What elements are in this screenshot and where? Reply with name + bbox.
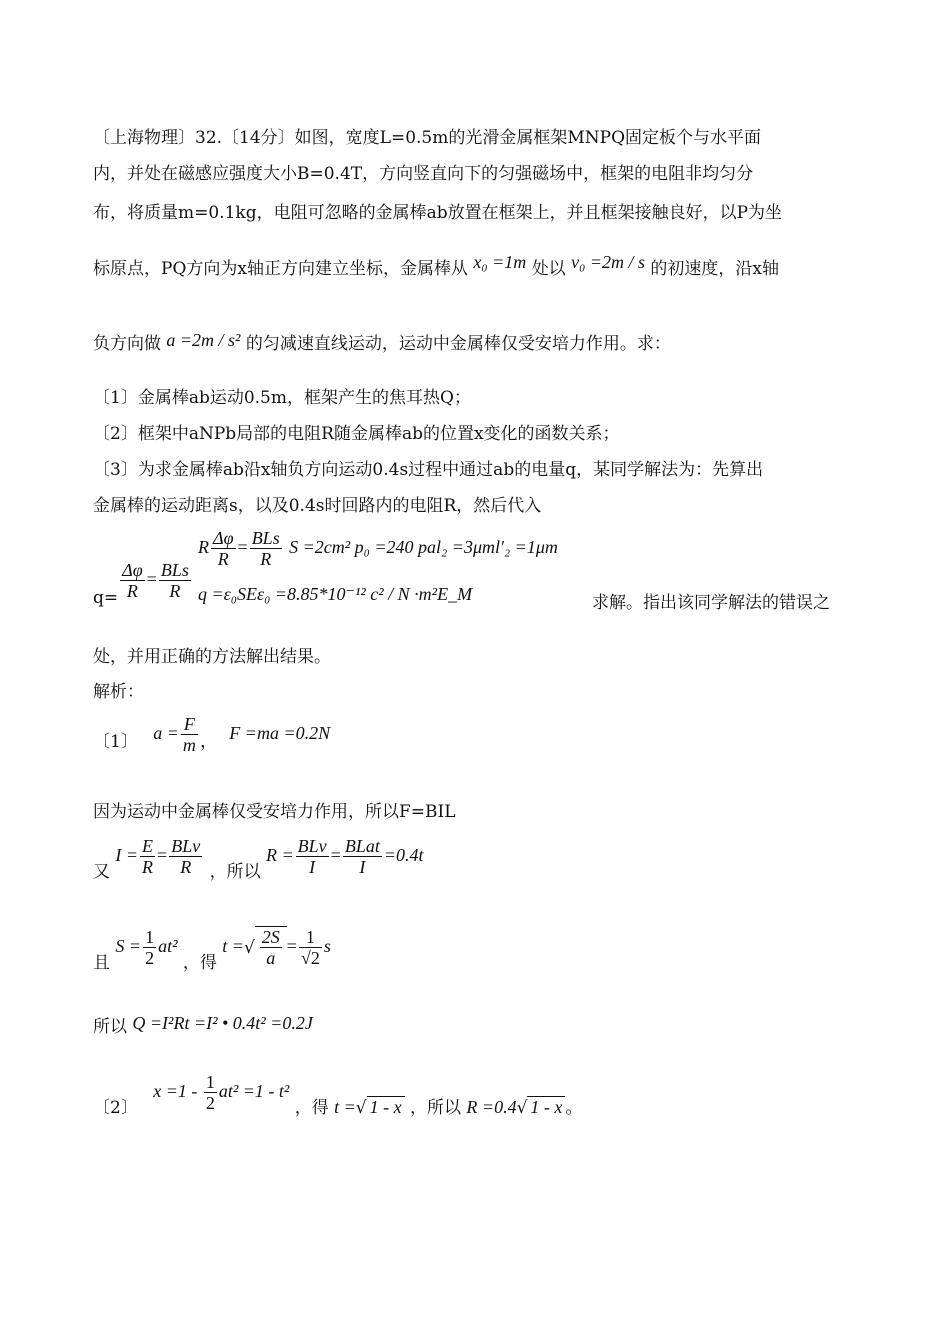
equation-at2: at² xyxy=(158,936,178,956)
ampere-force-line: 因为运动中金属棒仅受安培力作用，所以F=BIL xyxy=(93,802,456,822)
frac-den: R xyxy=(126,581,138,601)
frac-num: E xyxy=(142,836,154,856)
equation-x0: x₀ =1m xyxy=(473,252,527,272)
solution-heading: 解析： xyxy=(93,682,144,702)
problem-line-5 xyxy=(93,332,671,355)
formula-row-q xyxy=(93,560,193,608)
question-3-line-2: 金属棒的运动距离s，以及0.4s时回路内的电阻R，然后代入 xyxy=(93,496,542,516)
equals-sign: = xyxy=(146,569,157,589)
question-1: 〔1〕金属棒ab运动0.5m，框架产生的焦耳热Q； xyxy=(93,388,471,408)
frac-num: F xyxy=(181,714,198,735)
text-de: ，得 xyxy=(182,953,217,973)
frac-den: √2 xyxy=(300,948,320,968)
formula-row-2 xyxy=(198,584,472,605)
sqrt-icon: √ xyxy=(355,1098,367,1118)
frac-den: a xyxy=(266,948,276,968)
equation-v0: v₀ =2m / s xyxy=(571,252,645,272)
question-3-line-1: 〔3〕为求金属棒ab沿x轴负方向运动0.4s过程中通过ab的电量q，某同学解法为：先算出 xyxy=(93,460,764,480)
equation-force: F =ma =0.2N xyxy=(229,723,331,743)
equation-R: R = xyxy=(266,845,294,865)
frac-den: R xyxy=(169,581,181,601)
frac-num: 1 xyxy=(145,927,155,947)
question-3-tail: 求解。指出该同学解法的错误之 xyxy=(592,593,830,613)
formula-row-1 xyxy=(198,528,558,569)
text-you: 又 xyxy=(93,862,110,882)
text-qie: 且 xyxy=(93,953,110,973)
equation-heat: Q =I²Rt =I² • 0.4t² =0.2J xyxy=(132,1013,313,1033)
text-segment: 标原点，PQ方向为x轴正方向建立坐标，金属棒从 xyxy=(93,259,468,279)
text-suoyi: ，所以 xyxy=(410,1098,462,1118)
part-1-label: 〔1〕 xyxy=(93,732,138,752)
equation-R: R xyxy=(198,537,209,557)
text-suoyi: 所以 xyxy=(93,1017,127,1037)
equals-sign: = xyxy=(237,537,248,557)
frac-den: 2 xyxy=(145,948,155,968)
period: 。 xyxy=(565,1098,583,1118)
question-2: 〔2〕框架中aNPb局部的电阻R随金属棒ab的位置x变化的函数关系； xyxy=(93,424,620,444)
solution-current-line xyxy=(93,836,424,882)
question-3-line-4: 处，并用正确的方法解出结果。 xyxy=(93,647,331,667)
equation-x-tail: at² =1 - t² xyxy=(218,1081,290,1101)
frac-num: 2S xyxy=(261,927,280,947)
frac-num: 1 xyxy=(299,927,322,948)
frac-den: R xyxy=(142,857,154,877)
text-segment: 负方向做 xyxy=(93,334,161,354)
text-de: ，得 xyxy=(294,1098,329,1118)
solution-part-1: 〔1〕 a = $\frac{F}{m}$ ， F =ma =0.2N xyxy=(93,714,331,755)
text-segment: 的初速度，沿x轴 xyxy=(650,259,779,279)
equals-sign: = xyxy=(330,845,341,865)
frac-num: Δφ xyxy=(122,560,143,580)
equation-garbled-1: S =2cm² p₀ =240 pal₂ =3μml′₂ =1μm xyxy=(289,537,558,557)
equation-R: R =0.4 xyxy=(466,1097,517,1117)
sqrt-icon: √ xyxy=(516,1098,528,1118)
frac-den: m xyxy=(182,735,196,755)
frac-num: BLv xyxy=(171,836,201,856)
frac-den: R xyxy=(180,857,192,877)
problem-line-2: 内，并处在磁感应强度大小B=0.4T，方向竖直向下的匀强磁场中，框架的电阻非均匀分 xyxy=(93,164,754,184)
frac-num: 1 xyxy=(205,1072,215,1092)
text-segment: 处以 xyxy=(531,259,566,279)
text-segment: 的匀减速直线运动，运动中金属棒仅受安培力作用。求： xyxy=(245,334,671,354)
equation-garbled-2: q =ε₀SEε₀ =8.85*10⁻¹² c² / N ·m²E_M xyxy=(198,584,473,604)
solution-heat-line xyxy=(93,1012,313,1037)
q-label: q= xyxy=(93,588,119,608)
equation-t: t = xyxy=(222,936,244,956)
problem-line-1: 〔上海物理〕32.〔14分〕如图，宽度L=0.5m的光滑金属框架MNPQ固定板个与水平面 xyxy=(93,128,762,148)
part-2-label: 〔2〕 xyxy=(93,1098,138,1118)
frac-num: BLv xyxy=(297,836,327,856)
frac-den: R xyxy=(217,549,229,569)
frac-den: R xyxy=(260,549,272,569)
frac-num: Δφ xyxy=(213,528,234,548)
frac-den: I xyxy=(309,857,316,877)
equation-I: I = xyxy=(115,845,139,865)
solution-time-line xyxy=(93,926,331,973)
frac-den: I xyxy=(359,857,366,877)
solution-part-2 xyxy=(93,1072,583,1118)
frac-num: BLs xyxy=(160,560,189,580)
frac-num: BLat xyxy=(344,836,380,856)
equals-sign: = xyxy=(286,936,297,956)
equation-R-result: =0.4t xyxy=(383,845,424,865)
equation-t: t = xyxy=(334,1097,356,1117)
equals-sign: = xyxy=(157,845,168,865)
equation-acceleration: a =2m / s² xyxy=(166,330,241,350)
frac-num: BLs xyxy=(251,528,280,548)
frac-den: 2 xyxy=(205,1093,215,1113)
problem-line-3: 布，将质量m=0.1kg，电阻可忽略的金属棒ab放置在框架上，并且框架接触良好，以P为坐 xyxy=(93,203,783,223)
problem-line-4 xyxy=(93,252,779,280)
radicand: 1 - x xyxy=(527,1096,565,1118)
text-suoyi: ，所以 xyxy=(209,862,261,882)
equation-a: a = xyxy=(153,723,179,743)
equation-S: S = xyxy=(115,936,142,956)
sqrt-icon: √ xyxy=(243,937,255,958)
equation-unit-s: s xyxy=(323,936,331,956)
radicand: 1 - x xyxy=(367,1096,405,1118)
equation-x: x =1 - xyxy=(153,1081,202,1101)
